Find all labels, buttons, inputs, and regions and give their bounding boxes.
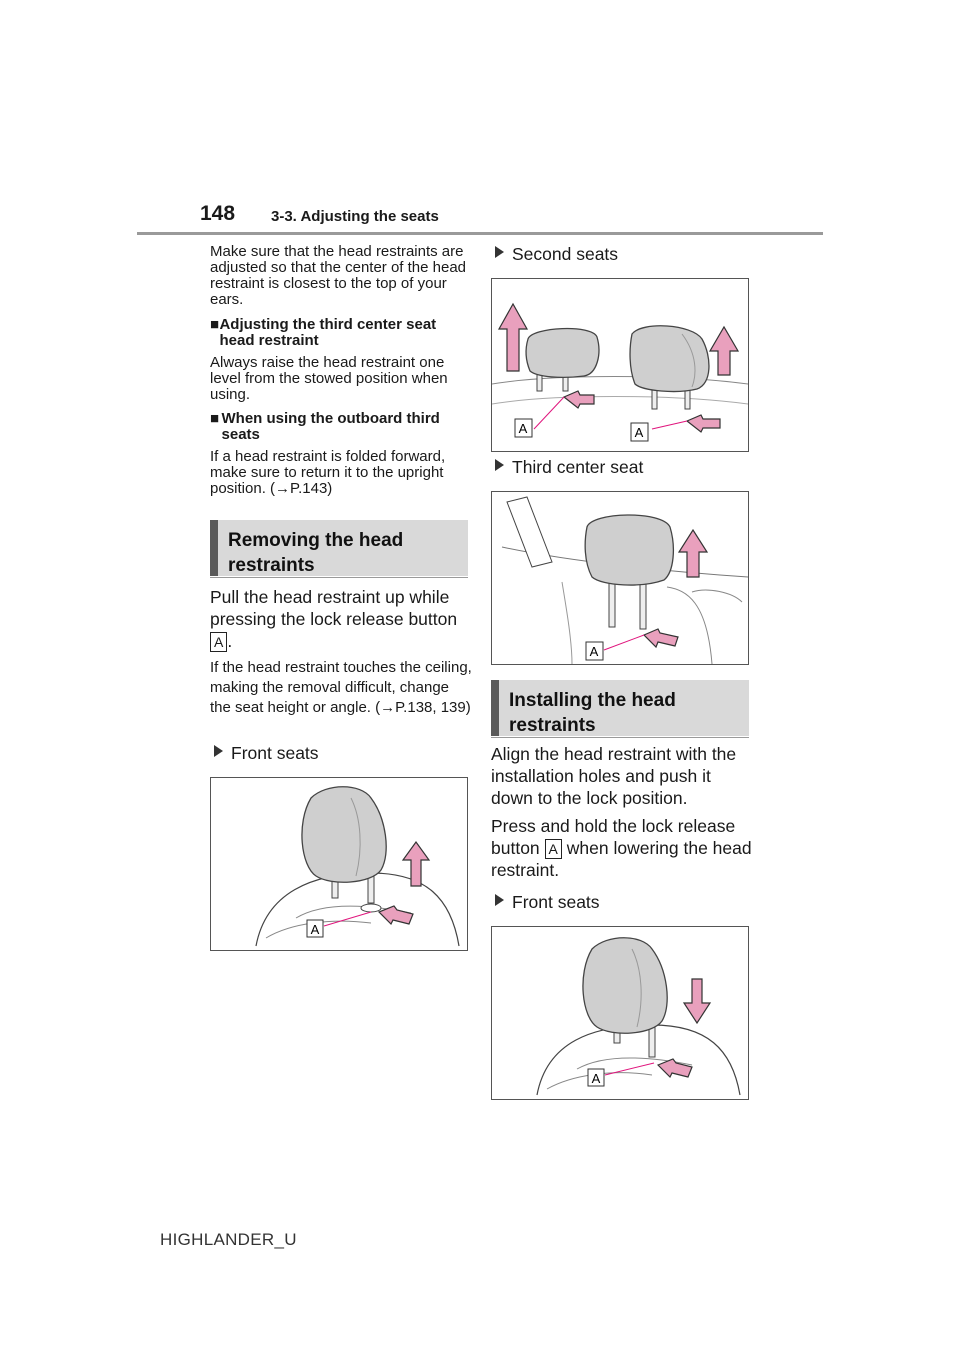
push-arrow-icon <box>658 1059 692 1077</box>
push-arrow-icon <box>564 391 594 408</box>
bullet-title: When using the outboard third seats <box>221 410 440 443</box>
bullet-square-icon: ■ <box>210 410 220 427</box>
third-center-seat-illustration <box>492 492 748 664</box>
removing-note: If the head restraint touches the ceiling, making the removal difficult, change the seat height or angle. (→P.138, 139) <box>210 659 472 716</box>
press-hold-text-2: button <box>491 838 540 858</box>
installing-heading: Installing the head restraints <box>491 680 749 736</box>
front-seat-install-illustration <box>492 927 748 1099</box>
callout-a-label: A <box>310 922 320 937</box>
intro-text: Make sure that the head restraints are adjusted so that the center of the head restraint is closest to the top of your ears. <box>210 243 467 308</box>
triangle-bullet-icon <box>214 745 223 757</box>
figure-front-seats-removal <box>210 777 468 951</box>
bullet-text: If a head restraint is folded forward, make sure to return it to the upright position. (→P.143) <box>210 448 446 497</box>
removing-heading: Removing the head restraints <box>210 520 468 576</box>
second-seats-illustration <box>492 279 748 451</box>
section-title: 3-3. Adjusting the seats <box>271 208 439 225</box>
removing-instruction-text: Pull the head restraint up while pressing the lock release button <box>210 587 458 629</box>
up-arrow-icon <box>499 304 527 371</box>
down-arrow-icon <box>684 979 710 1023</box>
callout-a-label: A <box>518 421 528 436</box>
triangle-bullet-icon <box>495 459 504 471</box>
front-seats-label-text: Front seats <box>512 892 600 912</box>
second-seats-label-text: Second seats <box>512 244 619 264</box>
press-hold-text-3: when lowering the head restraint. <box>491 838 752 881</box>
bullet-text: Always raise the head restraint one level from the stowed position when using. <box>210 354 448 403</box>
third-center-label-text: Third center seat <box>512 457 644 477</box>
footer-model: HIGHLANDER_U <box>160 1230 297 1249</box>
triangle-bullet-icon <box>495 894 504 906</box>
figure-front-seats-install <box>491 926 749 1100</box>
triangle-bullet-icon <box>495 246 504 258</box>
page-number: 148 <box>200 202 236 225</box>
push-arrow-icon <box>644 629 678 647</box>
removing-instruction <box>210 586 470 652</box>
bullet-item-outboard <box>210 411 472 497</box>
bullet-square-icon: ■ <box>210 316 220 333</box>
up-arrow-icon <box>679 530 707 577</box>
header-rule <box>137 232 823 235</box>
heading-rule <box>491 737 749 738</box>
heading-rule <box>210 577 468 578</box>
callout-a-label: A <box>591 1071 601 1086</box>
installing-text: Align the head restraint with the installation holes and push it down to the lock position. <box>491 744 737 808</box>
up-arrow-icon <box>403 842 429 886</box>
second-seats-label <box>495 243 618 265</box>
front-seats-label-text: Front seats <box>231 743 319 763</box>
press-hold-text-1: Press and hold the lock release <box>491 816 736 836</box>
figure-second-seats <box>491 278 749 452</box>
callout-a-inline: A <box>210 632 227 652</box>
press-hold-text <box>491 815 753 881</box>
push-arrow-icon <box>687 415 720 432</box>
removing-instruction-end: . <box>227 631 233 651</box>
callout-a-label: A <box>634 425 644 440</box>
front-seat-removal-illustration <box>211 778 467 950</box>
callout-a-label: A <box>589 644 599 659</box>
front-seats-label-right <box>495 891 600 913</box>
bullet-item-third-center <box>210 317 472 403</box>
figure-third-center-seat <box>491 491 749 665</box>
third-center-seat-label <box>495 456 643 478</box>
bullet-title: Adjusting the third center seat head restraint <box>219 316 437 349</box>
front-seats-label-left <box>214 742 319 764</box>
up-arrow-icon <box>710 327 738 375</box>
callout-a-inline: A <box>545 839 562 859</box>
